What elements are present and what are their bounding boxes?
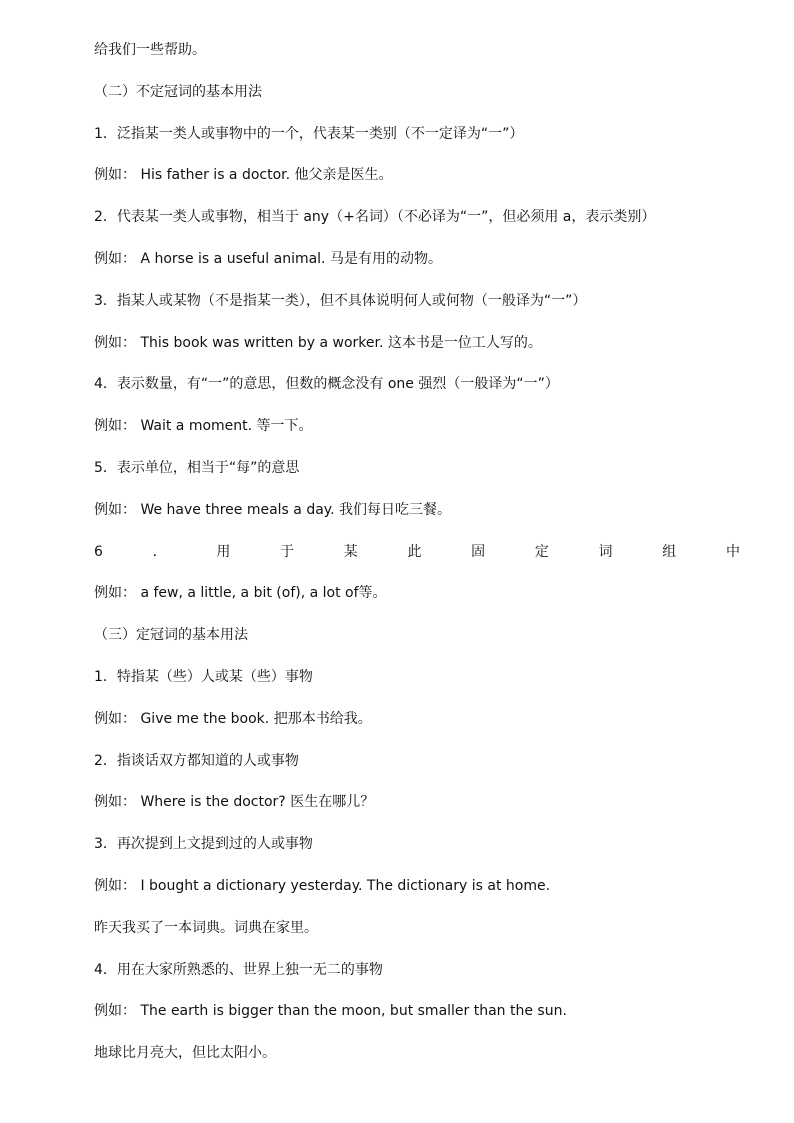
spread-char: 于 <box>280 543 295 560</box>
example-line: 例如： This book was written by a worker. 这本书是一位工人写的。 <box>94 334 542 351</box>
spread-char: 6 <box>94 543 103 560</box>
example-line: 例如： I bought a dictionary yesterday. The dictionary is at home. <box>94 877 551 894</box>
spread-char: 某 <box>343 543 358 560</box>
spread-char: 组 <box>662 543 677 560</box>
example-line: 例如： The earth is bigger than the moon, but smaller than the sun. <box>94 1003 567 1020</box>
example-line: 例如： His father is a doctor. 他父亲是医生。 <box>94 167 393 184</box>
rule-item: 3．再次提到上文提到过的人或事物 <box>94 836 313 853</box>
section-heading: （三）定冠词的基本用法 <box>94 627 248 644</box>
rule-item: 1．特指某（些）人或某（些）事物 <box>94 668 313 685</box>
section-heading: （二）不定冠词的基本用法 <box>94 83 262 100</box>
rule-item: 4．表示数量，有“一”的意思，但数的概念没有 one 强烈（一般译为“一”） <box>94 376 559 393</box>
spread-char: 固 <box>471 543 486 560</box>
example-line: 例如： Give me the book. 把那本书给我。 <box>94 710 372 727</box>
example-line: 例如： We have three meals a day. 我们每日吃三餐。 <box>94 501 451 518</box>
spread-char: 此 <box>407 543 422 560</box>
translation-line: 昨天我买了一本词典。词典在家里。 <box>94 919 318 936</box>
rule-item: 2．指谈话双方都知道的人或事物 <box>94 752 299 769</box>
example-line: 例如： Where is the doctor? 医生在哪儿？ <box>94 794 375 811</box>
spread-char: ． <box>152 543 167 560</box>
spread-char: 中 <box>725 543 740 560</box>
example-line: 例如： A horse is a useful animal. 马是有用的动物。 <box>94 250 442 267</box>
rule-item-justified <box>94 542 740 584</box>
rule-item: 3．指某人或某物（不是指某一类），但不具体说明何人或何物（一般译为“一”） <box>94 292 587 309</box>
rule-item: 1．泛指某一类人或事物中的一个，代表某一类别（不一定译为“一”） <box>94 125 524 142</box>
example-line: 例如： a few, a little, a bit (of), a lot of等。 <box>94 585 387 602</box>
spread-char: 词 <box>598 543 613 560</box>
translation-line: 地球比月亮大，但比太阳小。 <box>94 1045 276 1062</box>
rule-item: 2．代表某一类人或事物，相当于 any（+名词）（不必译为“一”，但必须用 a，表示类别） <box>94 209 656 226</box>
rule-item: 5．表示单位，相当于“每”的意思 <box>94 459 300 476</box>
document-page <box>94 40 740 1085</box>
spread-char: 用 <box>216 543 231 560</box>
text-line: 给我们一些帮助。 <box>94 42 206 58</box>
example-line: 例如： Wait a moment. 等一下。 <box>94 418 313 435</box>
spread-char: 定 <box>534 543 549 560</box>
rule-item: 4．用在大家所熟悉的、世界上独一无二的事物 <box>94 961 383 978</box>
